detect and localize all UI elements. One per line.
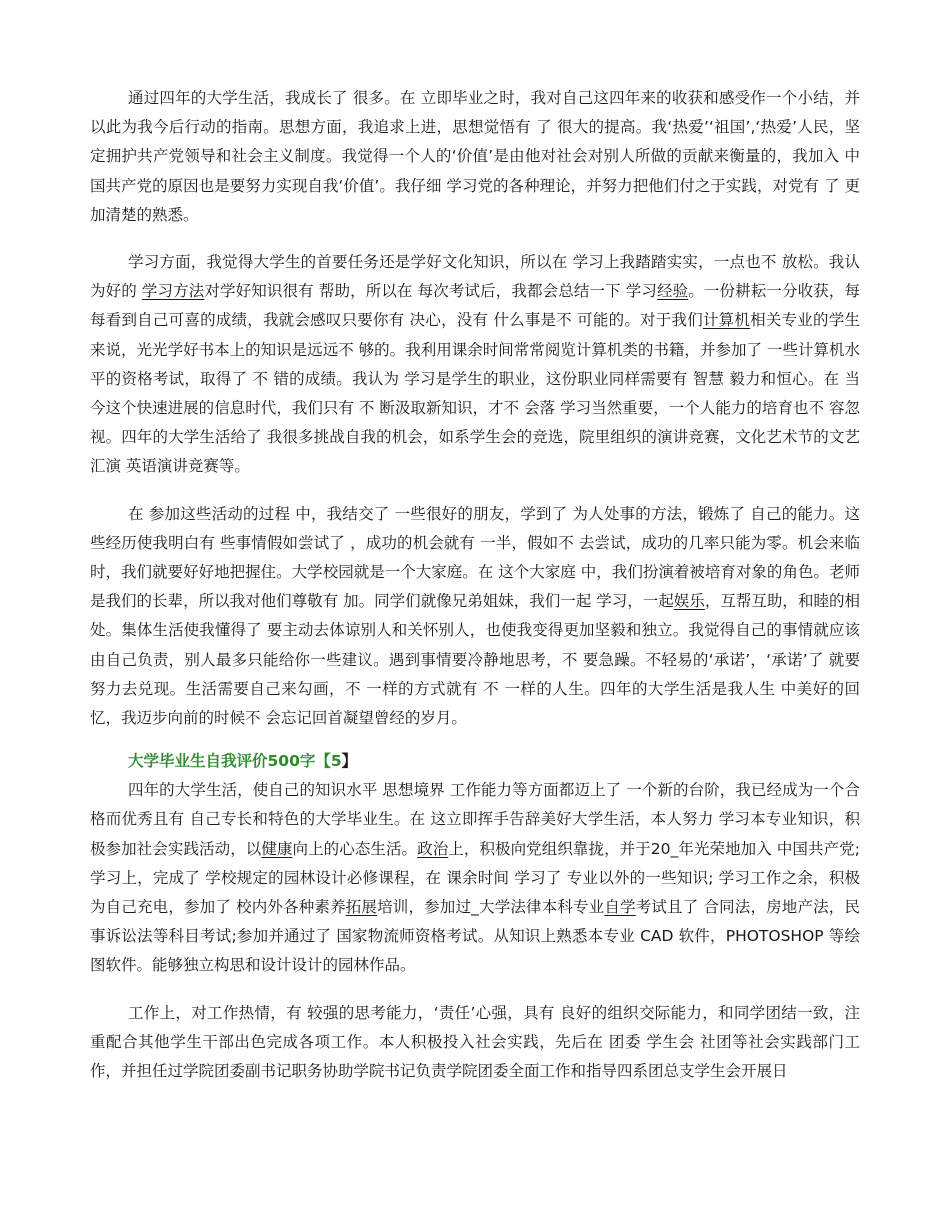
- paragraph-text: 考试且了 合同法，房地产法，民事诉讼法等科目考试;参加并通过了 国家物流师资格考试。从知识上熟悉本专业 CAD 软件，PHOTOSHOP 等绘图软件。能够独立构思和设计设计的园林作品。: [90, 898, 860, 975]
- paragraph-1: [90, 84, 860, 230]
- inline-link[interactable]: 经验: [657, 282, 689, 301]
- paragraph-text: 工作上，对工作热情，有 较强的思考能力，‘责任’心强，具有 良好的组织交际能力，和同学团结一致，注重配合其他学生干部出色完成各项工作。本人积极投入社会实践，先后在 团委 学生会 社团等社会实践部门工作，并担任过学院团委副书记职务协助学院书记负责学院团委全面工作和指导四系团总支学生会开展日: [90, 1003, 860, 1081]
- paragraph-text: 学习方面，我觉得大学生的首要任务还是学好文化知识，所以在 学习上我踏踏实实，一点也不 放松。我认为好的: [90, 253, 860, 301]
- paragraph-text: 培训，参加过_大学法律本科专业: [377, 898, 605, 917]
- paragraph-text: ，互帮互助，和睦的相处。集体生活使我懂得了 要主动去体谅别人和关怀别人，也使我变得更加坚毅和独立。我觉得自己的事情就应该由自己负责，别人最多只能给你一些建议。遇到事情要冷静地思考，不 要急躁。不轻易的‘承诺’，‘承诺’了 就要努力去兑现。生活需要自己来勾画，不 一样的方式就有 不 一样的人生。四年的大学生活是我人生 中美好的回忆，我迈步向前的时候不 会忘记回首凝望曾经的岁月。: [90, 592, 860, 728]
- paragraph-text: 通过四年的大学生活，我成长了 很多。在 立即毕业之时，我对自己这四年来的收获和感受作一个小结，并以此为我今后行动的指南。思想方面，我追求上进，思想觉悟有 了 很大的提高。我‘热爱’‘祖国’,‘热爱’人民，坚定拥护共产党领导和社会主义制度。我觉得一个人的‘价值’是由他对社会对别人所做的贡献来衡量的，我加入 中国共产党的原因也是要努力实现自我‘价值’。我仔细 学习党的各种理论，并努力把他们付之于实践，对党有 了 更加清楚的熟悉。: [90, 89, 860, 224]
- paragraph-text: 上，积极向党组织靠拢，并于20_年光荣地加入 中国共产党; 学习上，完成了 学校规定的园林设计必修课程，在 课余时间 学习了 专业以外的一些知识; 学习工作之余，积极为自己充电，参加了 校内外各种素养: [90, 839, 860, 917]
- paragraph-2: [90, 248, 860, 482]
- inline-link[interactable]: 拓展: [345, 898, 378, 917]
- paragraph-5: [90, 999, 860, 1087]
- inline-link[interactable]: 计算机: [702, 311, 751, 330]
- inline-link[interactable]: 自学: [604, 898, 636, 917]
- paragraph-text: 。一份耕耘一分收获，每每看到自己可喜的成绩，我就会感叹只要你有 决心，没有 什么事是不 可能的。对于我们: [90, 282, 860, 330]
- paragraph-3: [90, 500, 860, 734]
- paragraph-text: 在 参加这些活动的过程 中，我结交了 一些很好的朋友，学到了 为人处事的方法，锻炼了 自己的能力。这些经历使我明白有 些事情假如尝试了 ，成功的机会就有 一半，假如不 去尝试，成功的几率只能为零。机会来临时，我们就要好好地把握住。大学校园就是一个大家庭。在 这个大家庭 中，我们扮演着被培育对象的角色。老师是我们的长辈，所以我对他们尊敬有 加。同学们就像兄弟姐妹，我们一起 学习，一起: [90, 504, 860, 611]
- section-heading-bracket: 】: [341, 752, 358, 771]
- inline-link[interactable]: 政治: [417, 839, 449, 858]
- paragraph-text: 对学好知识很有 帮助，所以在 每次考试后，我都会总结一下 学习: [204, 282, 657, 301]
- document-page: [90, 84, 860, 1086]
- paragraph-text: 四年的大学生活，使自己的知识水平 思想境界 工作能力等方面都迈上了 一个新的台阶，我已经成为一个合格而优秀且有 自己专长和特色的大学毕业生。在 这立即挥手告辞美好大学生活，本人努力 学习本专业知识，积极参加社会实践活动，以: [90, 781, 860, 858]
- inline-link[interactable]: 学习方法: [141, 282, 205, 301]
- inline-link[interactable]: 健康: [261, 839, 293, 858]
- paragraph-text: 向上的心态生活。: [292, 839, 418, 858]
- section-heading-text: 大学毕业生自我评价500字【5: [128, 752, 342, 771]
- paragraph-4: [90, 776, 860, 980]
- inline-link[interactable]: 娱乐: [673, 592, 705, 611]
- section-heading: [90, 747, 860, 776]
- paragraph-text: 相关专业的学生来说，光光学好书本上的知识是远远不 够的。我利用课余时间常常阅览计算机类的书籍，并参加了 一些计算机水平的资格考试，取得了 不 错的成绩。我认为 学习是学生的职业，这份职业同样需要有 智慧 毅力和恒心。在 当今这个快速进展的信息时代，我们只有 不 断汲取新知识，才不 会落 学习当然重要，一个人能力的培育也不 容忽视。四年的大学生活给了 我很多挑战自我的机会，如系学生会的竞选，院里组织的演讲竞赛，文化艺术节的文艺汇演 英语演讲竞赛等。: [90, 311, 860, 476]
